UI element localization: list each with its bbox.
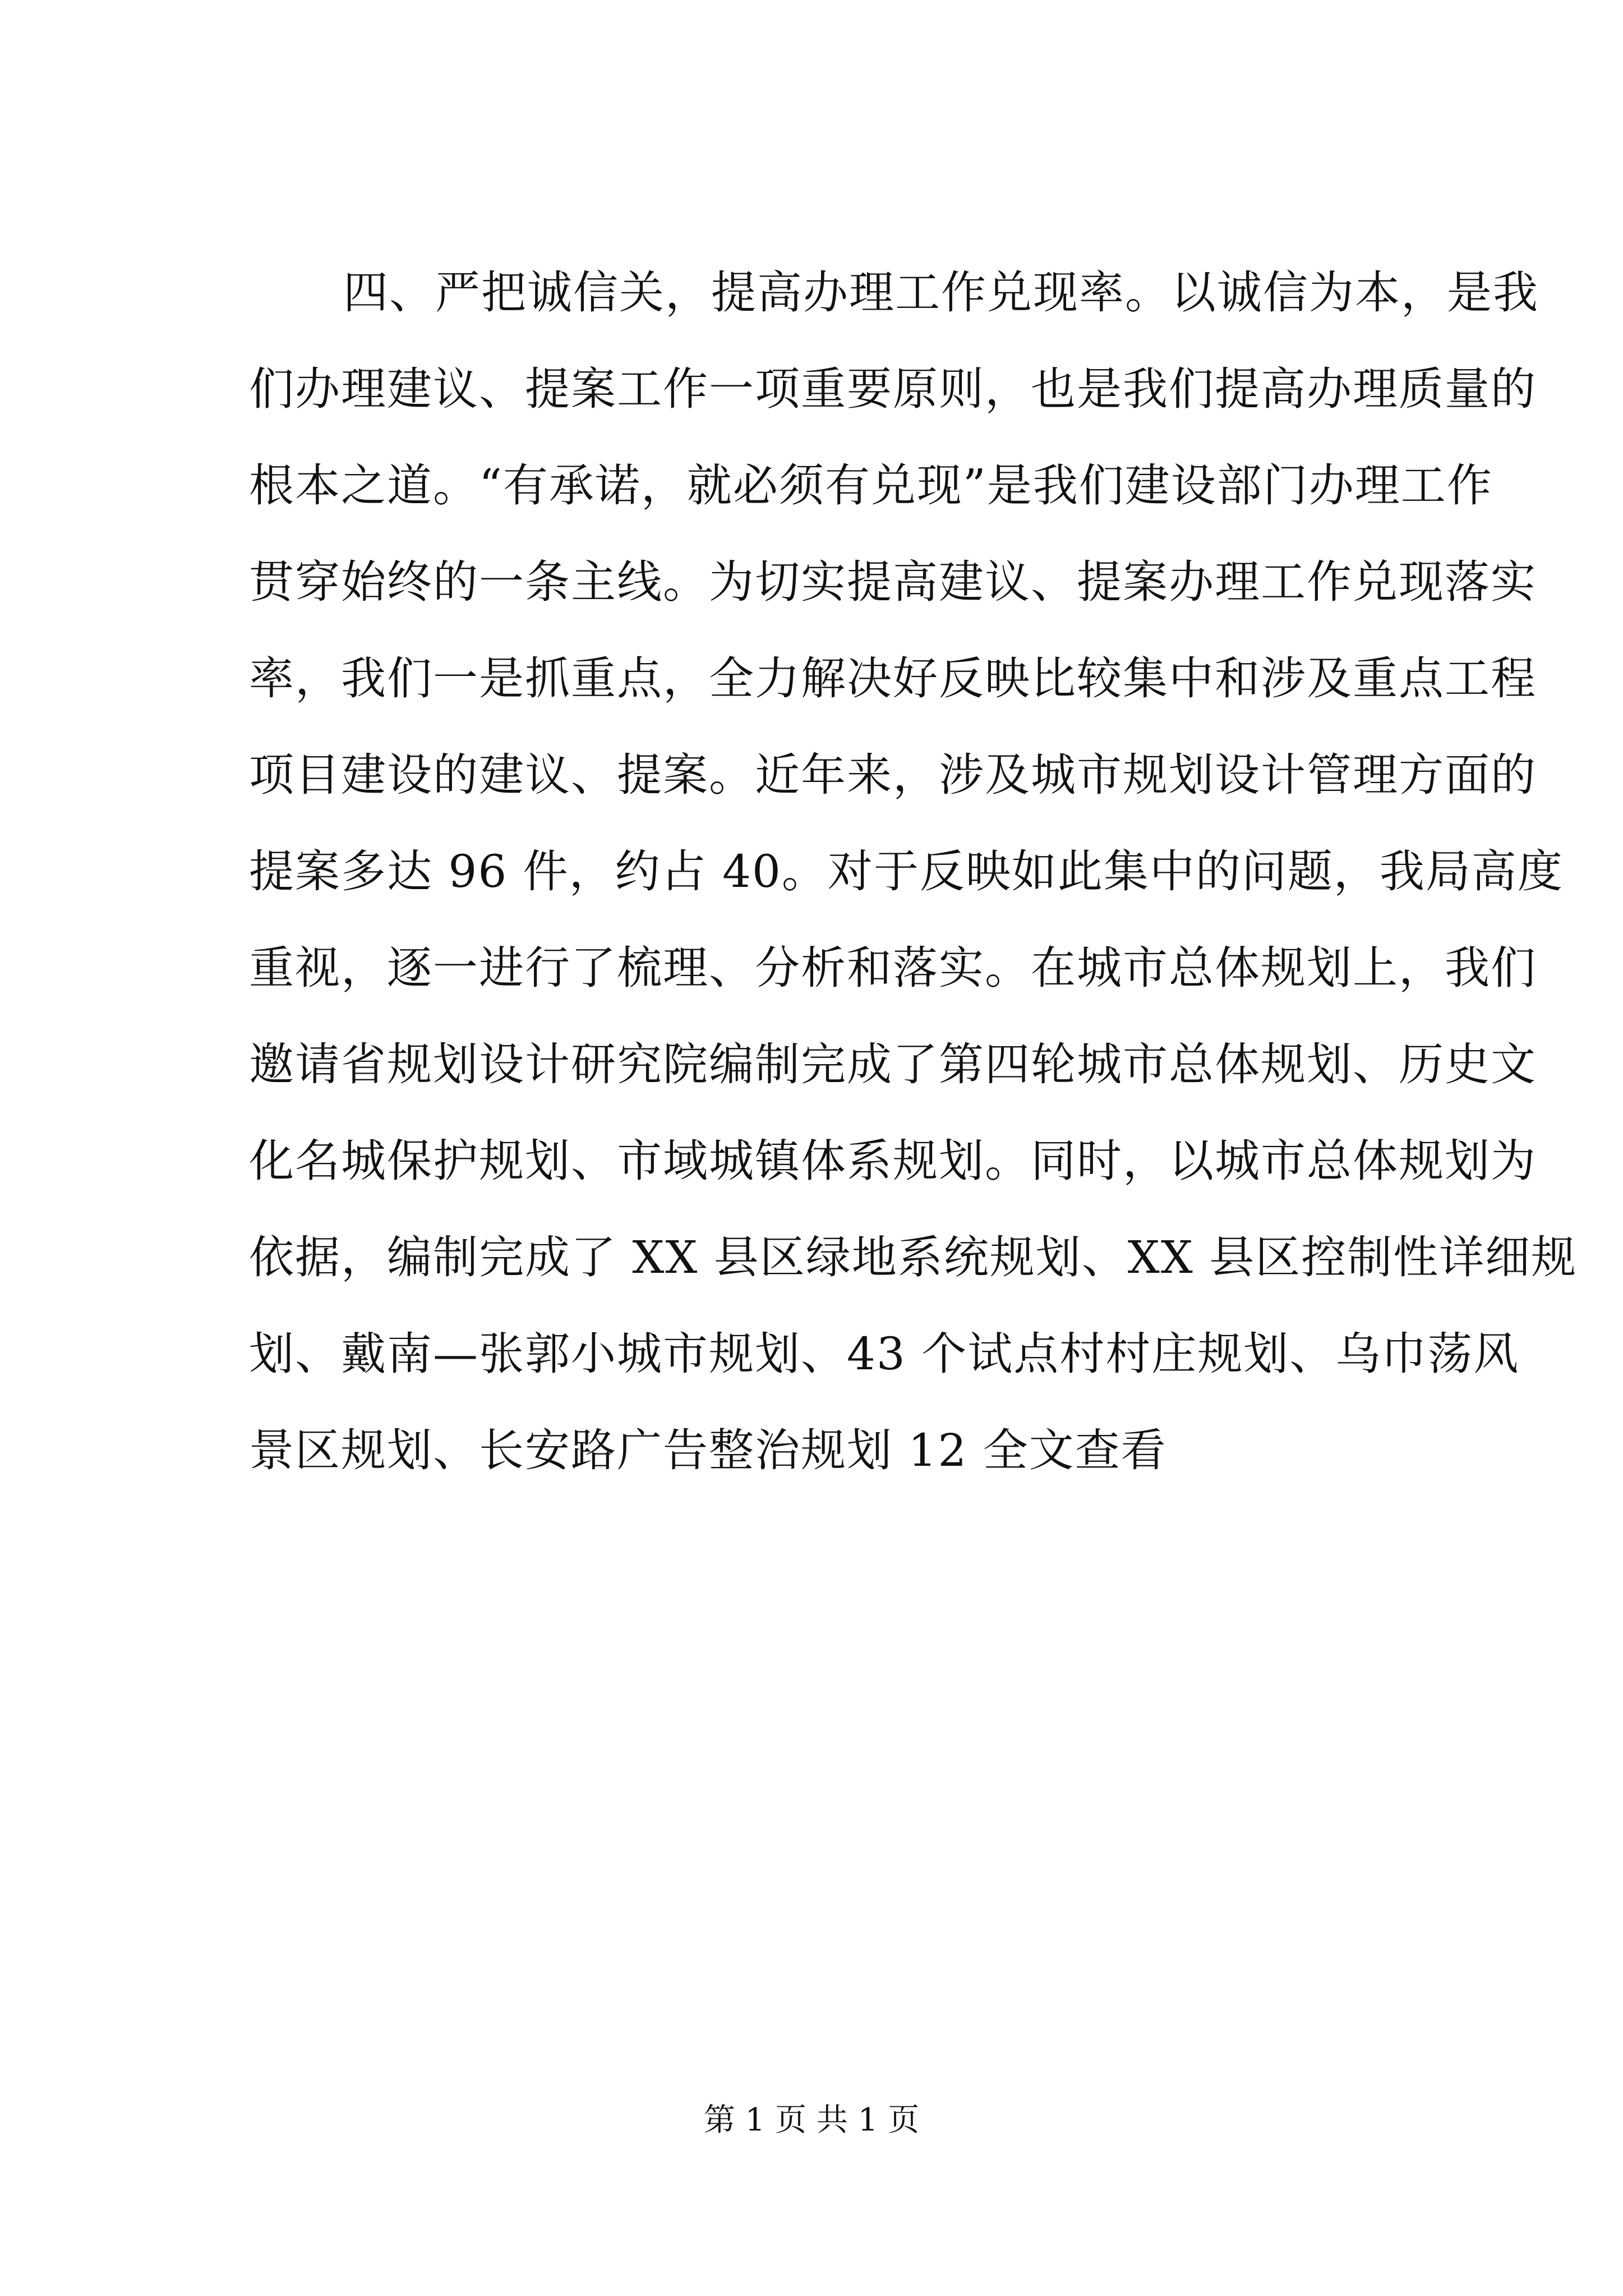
text-line: 率，我们一是抓重点，全力解决好反映比较集中和涉及重点工程 — [249, 652, 1537, 705]
page-footer: 第 1 页 共 1 页 — [703, 2102, 920, 2138]
text-line: 景区规划、长安路广告整治规划 12 全文查看 — [249, 1424, 1167, 1476]
text-line: 划、戴南—张郭小城市规划、43 个试点村村庄规划、乌巾荡风 — [249, 1328, 1520, 1380]
text-line: 们办理建议、提案工作一项重要原则，也是我们提高办理质量的 — [249, 363, 1537, 415]
text-line: 邀请省规划设计研究院编制完成了第四轮城市总体规划、历史文 — [249, 1038, 1537, 1091]
text-line: 贯穿始终的一条主线。为切实提高建议、提案办理工作兑现落实 — [249, 556, 1537, 608]
text-line: 依据，编制完成了 XX 县区绿地系统规划、XX 县区控制性详细规 — [249, 1231, 1578, 1283]
text-line: 项目建设的建议、提案。近年来，涉及城市规划设计管理方面的 — [249, 749, 1537, 801]
text-line: 提案多达 96 件，约占 40。对于反映如此集中的问题，我局高度 — [249, 845, 1564, 898]
text-line: 四、严把诚信关，提高办理工作兑现率。以诚信为本，是我 — [343, 266, 1539, 319]
text-line: 重视，逐一进行了梳理、分析和落实。在城市总体规划上，我们 — [249, 942, 1537, 994]
text-line: 根本之道。“有承诺，就必须有兑现”是我们建设部门办理工作 — [249, 459, 1493, 512]
body-text — [249, 245, 1578, 1499]
text-line: 化名城保护规划、市域城镇体系规划。同时，以城市总体规划为 — [249, 1135, 1537, 1187]
